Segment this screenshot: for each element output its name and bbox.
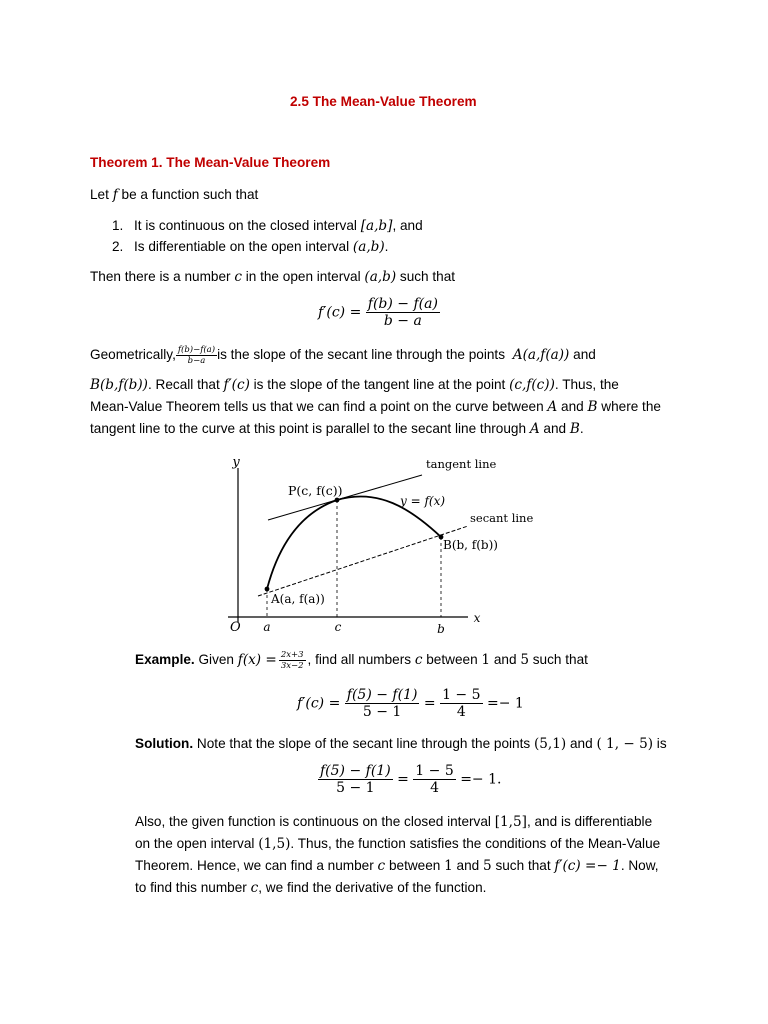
function-curve (267, 496, 441, 589)
solution-label: Solution. (135, 736, 194, 751)
example-such: such that (528, 652, 588, 667)
eq3-fraction-1 (318, 763, 393, 796)
eq2-num-1: f(5) − f(1) (346, 687, 418, 703)
condition-tail: . (384, 239, 389, 254)
geometric-b2: B (569, 421, 580, 437)
main-equation (318, 296, 440, 329)
intro-pre: Let (90, 187, 113, 202)
point-p-marker (335, 498, 340, 503)
intro-line (90, 184, 258, 206)
eq3-den-1: 5 − 1 (318, 779, 393, 796)
closing-l3-and: and (452, 858, 484, 873)
condition-tail: , and (392, 218, 423, 233)
eq2-lhs: f′(c) = (297, 695, 341, 712)
geometric-and3: and (539, 421, 570, 436)
example-and: and (490, 652, 521, 667)
closing-line-1 (135, 811, 652, 833)
example-c: c (414, 652, 423, 668)
closing-l2-post: . Thus, the function satisfies the conditions of the Mean-Value (290, 836, 661, 851)
condition-text: Is differentiable on the open interval (134, 239, 353, 254)
geometric-tangent: is the slope of the tangent line at the point (249, 377, 510, 392)
eq2-equals: = (423, 695, 436, 712)
point-a-text: A(a,f(a)) (512, 347, 570, 363)
section-title: 2.5 The Mean-Value Theorem (290, 94, 477, 109)
geometric-l4-pre: tangent line to the curve at this point is parallel to the secant line through (90, 421, 530, 436)
geometric-fpc: f′(c) (223, 377, 250, 393)
point-p-label: P(c, f(c)) (288, 483, 343, 498)
closing-l1-post: , and is differentiable (526, 814, 653, 829)
example-given: Given (194, 652, 238, 667)
closing-l3-post: . Now, (620, 858, 659, 873)
intro-f: f (112, 187, 118, 203)
tick-c-label: c (334, 620, 342, 634)
solution-text: Note that the slope of the secant line through the points (193, 736, 534, 751)
example-label: Example. (135, 652, 195, 667)
then-pre: Then there is a number (90, 269, 235, 284)
closing-line-2 (135, 833, 660, 855)
closing-l3-such: such that (491, 858, 555, 873)
example-post: , find all numbers (307, 652, 415, 667)
point-a-marker (265, 587, 270, 592)
solution-and: and (566, 736, 597, 751)
closing-l3-one: 1 (444, 858, 453, 874)
geometric-rest: is the slope of the secant line through the points (217, 347, 509, 362)
geometric-a: A (547, 399, 558, 415)
tangent-line-label: tangent line (426, 457, 497, 471)
closing-l3-mid: between (385, 858, 445, 873)
eq2-fraction-2 (440, 687, 482, 720)
main-eq-fraction (366, 296, 440, 329)
example-frac-num: 2x+3 (280, 649, 304, 660)
mvt-figure (220, 450, 540, 640)
point-b-label: B(b, f(b)) (443, 538, 498, 552)
tick-a-label: a (263, 620, 271, 634)
geometric-l3-post: where the (597, 399, 661, 414)
then-mid: in the open interval (241, 269, 365, 284)
condition-text: It is continuous on the closed interval (134, 218, 361, 233)
example-line (135, 649, 588, 671)
then-line (90, 266, 455, 288)
geometric-lead: Geometrically, (90, 347, 176, 362)
eq3-tail: =− 1. (460, 771, 502, 788)
example-frac-den: 3x−2 (280, 660, 304, 671)
geometric-thus: . Thus, the (554, 377, 619, 392)
point-a-label: A(a, f(a)) (271, 592, 325, 606)
geometric-recall: . Recall that (147, 377, 224, 392)
main-eq-lhs: f′(c) = (318, 304, 362, 321)
closing-line-3 (135, 855, 659, 877)
eq3-num-1: f(5) − f(1) (320, 763, 391, 779)
geometric-and: and (569, 347, 596, 362)
condition-number: 1. (112, 218, 124, 233)
x-axis-label: x (473, 611, 481, 625)
example-five: 5 (520, 652, 529, 668)
closing-l2-pre: on the open interval (135, 836, 259, 851)
tick-b-label: b (437, 622, 445, 636)
closing-l3-pre: Theorem. Hence, we can find a number (135, 858, 378, 873)
origin-label: O (230, 620, 241, 635)
intro-post: be a function such that (117, 187, 259, 202)
example-fx: f(x) = (237, 652, 277, 668)
example-fraction (279, 650, 306, 671)
eq2-fraction-1 (345, 687, 420, 720)
example-between: between (422, 652, 482, 667)
geometric-frac-den: b−a (176, 355, 217, 366)
theorem-heading: Theorem 1. The Mean-Value Theorem (90, 155, 331, 170)
geometric-line-4 (90, 418, 584, 440)
main-eq-numerator: f(b) − f(a) (367, 296, 438, 312)
then-interval: (a,b) (364, 269, 397, 285)
point-b-text: B(b,f(b)) (90, 377, 148, 393)
geometric-frac-num: f(b)−f(a) (177, 344, 216, 355)
closing-l3-c: c (377, 858, 386, 874)
geometric-fraction (176, 345, 217, 366)
geometric-line-2 (90, 374, 619, 396)
main-eq-denominator: b − a (366, 312, 440, 329)
geometric-l3-pre: Mean-Value Theorem tells us that we can find a point on the curve between (90, 399, 548, 414)
condition-math: [a,b] (360, 218, 393, 234)
closing-l4-pre: to find this number (135, 880, 251, 895)
closing-l4-post: , we find the derivative of the function. (258, 880, 487, 895)
solution-is: is (653, 736, 667, 751)
geometric-period: . (579, 421, 584, 436)
closing-l2-interval: (1,5) (258, 836, 291, 852)
geometric-line-1 (90, 344, 596, 366)
solution-point-2: ( 1, − 5) (596, 736, 654, 752)
curve-label: y = f(x) (400, 494, 446, 508)
geometric-point: (c,f(c)) (509, 377, 555, 393)
closing-l4-c: c (250, 880, 259, 896)
condition-number: 2. (112, 239, 124, 254)
solution-equation (318, 763, 501, 796)
condition-math: (a,b) (352, 239, 385, 255)
eq3-fraction-2 (413, 763, 455, 796)
eq3-equals: = (397, 771, 409, 788)
geometric-and2: and (557, 399, 588, 414)
y-axis-label: y (232, 455, 240, 470)
condition-item (112, 236, 388, 258)
geometric-a2: A (529, 421, 540, 437)
solution-point-1: (5,1) (533, 736, 567, 752)
closing-line-4 (135, 877, 486, 899)
eq2-den-1: 5 − 1 (345, 703, 420, 720)
then-c: c (234, 269, 242, 285)
closing-l3-fpc: f′(c) =− 1 (554, 858, 621, 874)
solution-line (135, 733, 667, 755)
secant-line-label: secant line (470, 511, 534, 525)
closing-l3-five: 5 (483, 858, 492, 874)
condition-item (112, 215, 423, 237)
example-equation (297, 687, 524, 720)
closing-l1-interval: [1,5] (494, 814, 527, 830)
example-one: 1 (481, 652, 491, 668)
closing-l1-pre: Also, the given function is continuous on the closed interval (135, 814, 495, 829)
eq2-tail: =− 1 (486, 695, 524, 712)
eq3-num-2: 1 − 5 (415, 763, 454, 779)
then-post: such that (396, 269, 456, 284)
eq2-num-2: 1 − 5 (442, 687, 481, 703)
geometric-b: B (587, 399, 598, 415)
eq2-den-2: 4 (440, 703, 482, 720)
eq3-den-2: 4 (413, 779, 455, 796)
geometric-line-3 (90, 396, 661, 418)
